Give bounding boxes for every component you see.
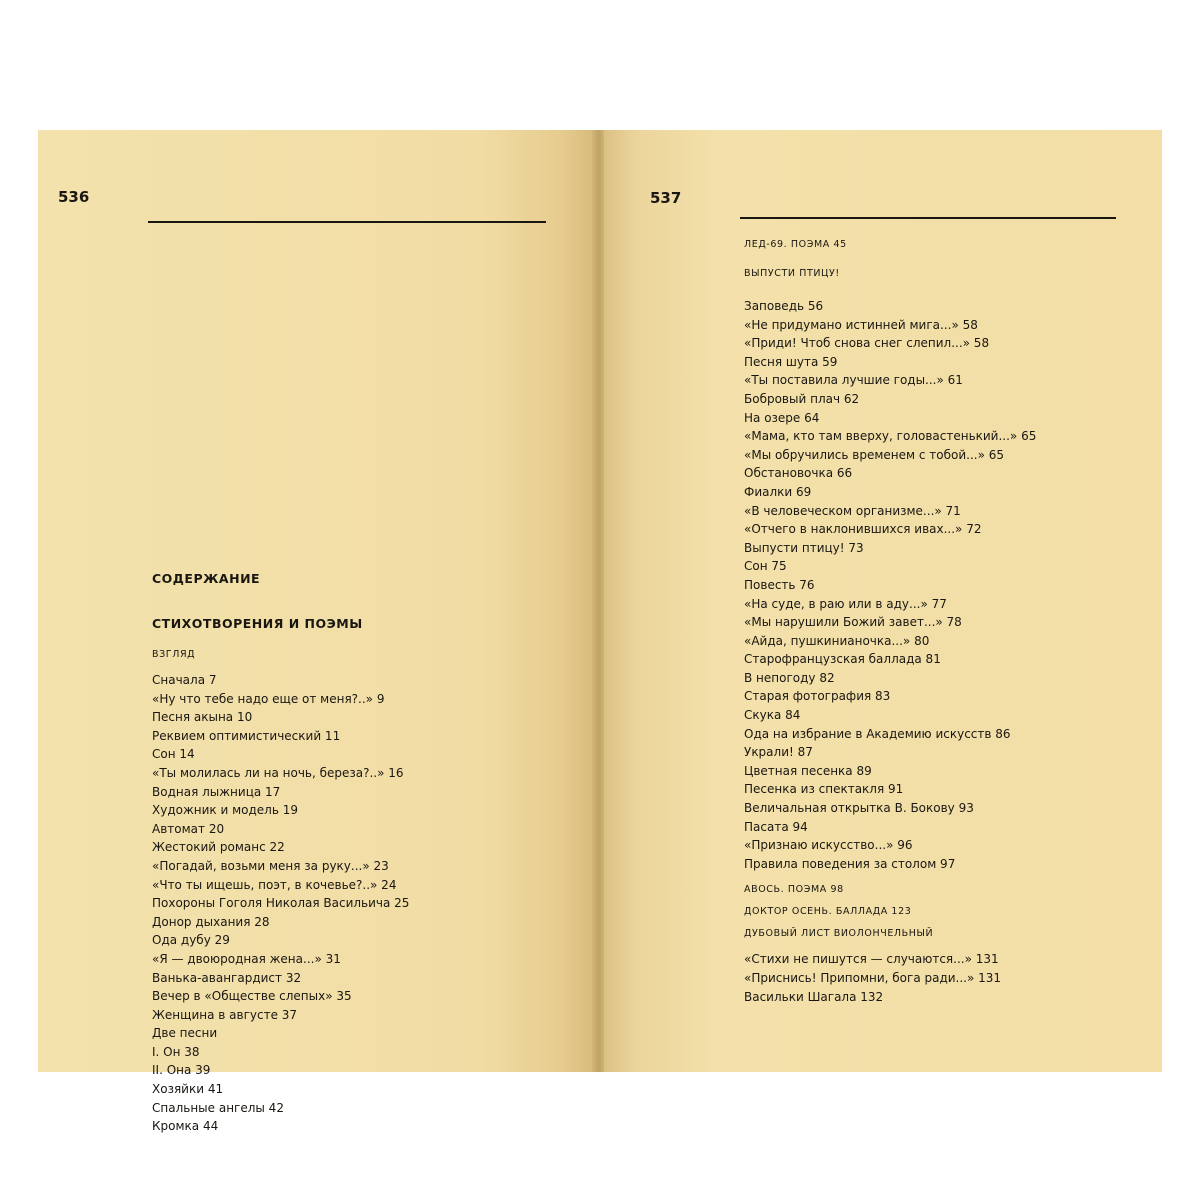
- toc-entry: Песня шута 59: [744, 354, 838, 369]
- toc-entry: В непогоду 82: [744, 670, 835, 685]
- toc-entry: «Приснись! Припомни, бога ради...» 131: [744, 971, 1002, 985]
- section-heading: ДОКТОР ОСЕНЬ. БАЛЛАДА 123: [744, 906, 912, 918]
- toc-entry: Ода на избрание в Академию искусств 86: [744, 726, 1011, 741]
- book-spread: [38, 130, 1162, 1134]
- toc-entry: Донор дыхания 28: [152, 914, 270, 929]
- toc-entry: «В человеческом организме...» 71: [744, 503, 961, 518]
- toc-entry: Цветная песенка 89: [744, 763, 872, 778]
- toc-right: [744, 239, 1036, 1006]
- spacer: [744, 895, 1036, 906]
- header-rule-left: [148, 221, 546, 223]
- toc-entry: Спальные ангелы 42: [152, 1100, 284, 1115]
- toc-entry: Вечер в «Обществе слепых» 35: [152, 989, 352, 1004]
- toc-entry: «Признаю искусство...» 96: [744, 838, 913, 853]
- spacer: [152, 631, 409, 649]
- left-page: [38, 130, 594, 1134]
- spacer: [744, 939, 1036, 950]
- spacer: [744, 873, 1036, 884]
- spacer: [744, 279, 1036, 297]
- right-page: [604, 130, 1162, 1072]
- toc-entry: Реквием оптимистический 11: [152, 728, 341, 743]
- toc-entry: «Стихи не пишутся — случаются...» 131: [744, 952, 999, 967]
- toc-entry: Песенка из спектакля 91: [744, 782, 904, 797]
- toc-entry: Похороны Гоголя Николая Васильича 25: [152, 896, 410, 911]
- toc-entry: «На суде, в раю или в аду...» 77: [744, 596, 947, 611]
- toc-entry: «Ты поставила лучшие годы...» 61: [744, 373, 963, 388]
- toc-entry: Старофранцузская баллада 81: [744, 652, 941, 667]
- toc-entry: «Айда, пушкинианочка...» 80: [744, 633, 930, 648]
- toc-entry: «Приди! Чтоб снова снег слепил...» 58: [744, 336, 990, 351]
- toc-entry: Кромка 44: [152, 1119, 219, 1134]
- toc-entry: Хозяйки 41: [152, 1082, 224, 1097]
- toc-entry: Заповедь 56: [744, 299, 824, 313]
- section-heading: АВОСЬ. ПОЭМА 98: [744, 884, 844, 896]
- toc-entry: «Ты молилась ли на ночь, береза?..» 16: [152, 765, 404, 780]
- toc-entry: «Я — двоюродная жена...» 31: [152, 951, 341, 966]
- toc-entry: Украли! 87: [744, 745, 813, 760]
- section-heading: ВЫПУСТИ ПТИЦУ!: [744, 268, 840, 279]
- toc-entry: Ванька-авангардист 32: [152, 970, 302, 985]
- toc-entry: Старая фотография 83: [744, 689, 891, 704]
- toc-entry: Сначала 7: [152, 673, 217, 687]
- toc-entry: Повесть 76: [744, 577, 815, 592]
- toc-entry: Две песни: [152, 1026, 218, 1041]
- toc-entry: «Ну что тебе надо еще от меня?..» 9: [152, 691, 385, 706]
- contents-title: СОДЕРЖАНИЕ: [152, 571, 261, 586]
- toc-entry: Художник и модель 19: [152, 803, 298, 818]
- header-rule-right: [740, 217, 1116, 219]
- toc-entry: Жестокий романс 22: [152, 840, 285, 855]
- toc-entry: «Что ты ищешь, поэт, в кочевье?..» 24: [152, 877, 397, 892]
- toc-entry: Автомат 20: [152, 821, 225, 836]
- toc-entry: Фиалки 69: [744, 484, 812, 499]
- page-number-left: 536: [58, 188, 90, 206]
- toc-entry: Правила поведения за столом 97: [744, 856, 956, 871]
- toc-entry: Ода дубу 29: [152, 933, 230, 948]
- toc-entry: Водная лыжница 17: [152, 784, 281, 799]
- section-heading: ЛЕД-69. ПОЭМА 45: [744, 239, 847, 250]
- spacer: [744, 917, 1036, 928]
- toc-entry: Васильки Шагала 132: [744, 989, 884, 1004]
- toc-entry: Сон 14: [152, 747, 195, 762]
- section-title: СТИХОТВОРЕНИЯ И ПОЭМЫ: [152, 616, 363, 631]
- toc-entry: «Не придумано истинней мига...» 58: [744, 317, 978, 332]
- toc-entry: «Мы обручились временем с тобой...» 65: [744, 447, 1005, 462]
- toc-entry: I. Он 38: [152, 1044, 200, 1059]
- section-heading: ДУБОВЫЙ ЛИСТ ВИОЛОНЧЕЛЬНЫЙ: [744, 928, 934, 940]
- spacer: [152, 660, 409, 671]
- toc-entry: На озере 64: [744, 410, 820, 425]
- toc-entry: «Мы нарушили Божий завет...» 78: [744, 615, 962, 630]
- page-number-right: 537: [650, 189, 682, 207]
- toc-entry: «Отчего в наклонившихся ивах...» 72: [744, 522, 982, 537]
- toc-entry: «Мама, кто там вверху, головастенький...» 65: [744, 429, 1037, 444]
- toc-entry: «Погадай, возьми меня за руку...» 23: [152, 858, 389, 873]
- toc-entry: II. Она 39: [152, 1063, 211, 1078]
- toc-entry: Выпусти птицу! 73: [744, 540, 864, 555]
- subsection-title: ВЗГЛЯД: [152, 649, 196, 660]
- toc-entry: Пасата 94: [744, 819, 808, 834]
- toc-entry: Величальная открытка В. Бокову 93: [744, 801, 974, 816]
- spacer: [152, 586, 409, 616]
- toc-entry: Бобровый плач 62: [744, 391, 860, 406]
- toc-entry: Песня акына 10: [152, 710, 253, 725]
- toc-entry: Скука 84: [744, 708, 801, 723]
- toc-entry: Женщина в августе 37: [152, 1007, 298, 1022]
- toc-left: [152, 571, 409, 1136]
- toc-entry: Обстановочка 66: [744, 466, 853, 481]
- toc-entry: Сон 75: [744, 559, 787, 574]
- spacer: [744, 250, 1036, 268]
